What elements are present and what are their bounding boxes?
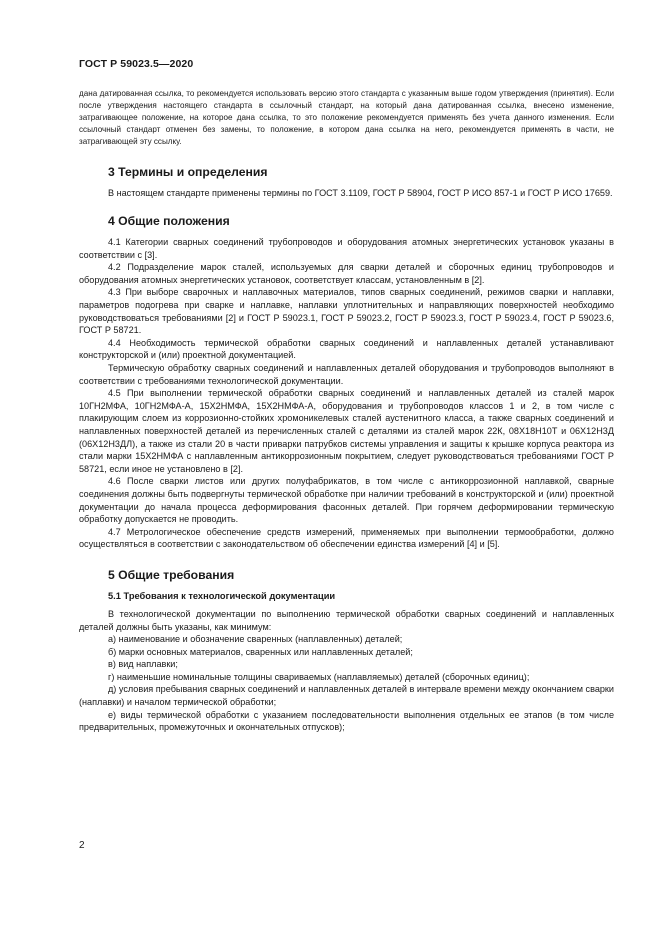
section-3-text: В настоящем стандарте применены термины по ГОСТ 3.1109, ГОСТ Р 58904, ГОСТ Р ИСО 857-1 и ГОСТ Р ИСО 17659.: [108, 188, 613, 199]
reference-note-text: дана датированная ссылка, то рекомендуется использовать версию этого стандарта с указанным выше годом утверждения (принятия). Если после утверждения настоящего стандарта в ссылочный стандарт, на который дана датированная ссылка, внесено изменение, затрагивающее положение, на которое дана ссылка, то это положение рекомендуется применять без учета данного изменения. Если ссылочный стандарт отменен без замены, то положение, в котором дана ссылка на него, рекомендуется применять в части, не затрагивающей эту ссылку.: [79, 89, 614, 147]
list-item: г) наименьшие номинальные толщины свариваемых (наплавляемых) деталей (сборочных единиц);: [108, 671, 530, 682]
paragraph-4-5: 4.5 При выполнении термической обработки сварных соединений и наплавленных деталей из сталей марок 10ГН2МФА, 10ГН2МФА-А, 15Х2НМФА, 15Х2НМФА-А, оборудования и трубопроводов классов 1 и 2, в том числе с плакирующим слоем из коррозионно-стойких хромоникелевых сталей аустенитного класса, а также сварных соединений и наплавленных поверхностей деталей из перечисленных сталей с деталями из сталей марок 22К, 08Х18Н10Т и 06Х12Н3Д (06Х12Н3ДЛ), а также из стали 20 в части приварки патрубков системы управления и защиты к крышке корпуса реактора из стали марки 15Х2НМФА с наплавленным антикоррозионным покрытием, следует руководствоваться требованиями ГОСТ Р 58721, если иное не установлено в [2].: [79, 388, 614, 474]
document-code-header: ГОСТ Р 59023.5—2020: [79, 58, 194, 70]
reference-note: [79, 88, 614, 148]
section-5-1-intro: В технологической документации по выполнению термической обработки сварных соединений и наплавленных деталей должны быть указаны, как минимум:: [79, 608, 614, 632]
list-item: е) виды термической обработки с указанием последовательности выполнения отдельных ее этапов (в том числе предварительных, промежуточных и окончательных отпусков);: [79, 709, 614, 733]
section-3-title: 3 Термины и определения: [108, 165, 268, 180]
paragraph-4-2: 4.2 Подразделение марок сталей, используемых для сварки деталей и сборочных единиц трубопроводов и оборудования атомных энергетических установок, соответствует классам, установленным в [2].: [79, 262, 614, 285]
subsection-5-1-title: 5.1 Требования к технологической документации: [108, 590, 336, 601]
paragraph-4-1: 4.1 Категории сварных соединений трубопроводов и оборудования атомных энергетических установок указаны в соответствии с [3].: [79, 237, 614, 260]
paragraph-4-7: 4.7 Метрологическое обеспечение средств измерений, применяемых при выполнении термообработки, должно осуществляться в соответствии с законодательством об обеспечении единства измерений [4] и [5].: [79, 526, 614, 550]
page-body: [79, 88, 614, 734]
list-item: а) наименование и обозначение сваренных (наплавленных) деталей;: [108, 634, 403, 645]
section-5-title: 5 Общие требования: [108, 567, 235, 582]
list-item: б) марки основных материалов, сваренных или наплавленных деталей;: [108, 646, 413, 657]
list-item: д) условия пребывания сварных соединений и наплавленных деталей в интервале времени между окончанием сварки (наплавки) и началом термической обработки;: [79, 684, 614, 708]
section-4-title: 4 Общие положения: [108, 214, 230, 229]
paragraph-4-3: 4.3 При выборе сварочных и наплавочных материалов, типов сварных соединений, режимов сварки и наплавки, параметров подогрева при сварке и наплавке, наплавки уплотнительных и направляющих поверхностей необходимо руководствоваться требованиями [2] и ГОСТ Р 59023.1, ГОСТ Р 59023.2, ГОСТ Р 59023.3, ГОСТ Р 59023.4, ГОСТ Р 59023.6, ГОСТ Р 58721.: [79, 287, 614, 336]
paragraph-4-6: 4.6 После сварки листов или других полуфабрикатов, в том числе с антикоррозионной наплавкой, сварные соединения должны быть подвергнуты термической обработке при наличии требований в конструкторской и (или) проектной документации до начала процесса деформирования фасонных деталей. При горячем деформировании термическую обработку допускается не проводить.: [79, 476, 614, 525]
list-item: в) вид наплавки;: [108, 659, 178, 670]
paragraph-4-4: 4.4 Необходимость термической обработки сварных соединений и наплавленных деталей устанавливают конструкторской и (или) проектной документацией.: [79, 337, 614, 361]
paragraph-4-4-continued: Термическую обработку сварных соединений и наплавленных деталей оборудования и трубопроводов выполняют в соответствии с требованиями технологической документации.: [79, 363, 614, 386]
page-number: 2: [79, 840, 85, 851]
